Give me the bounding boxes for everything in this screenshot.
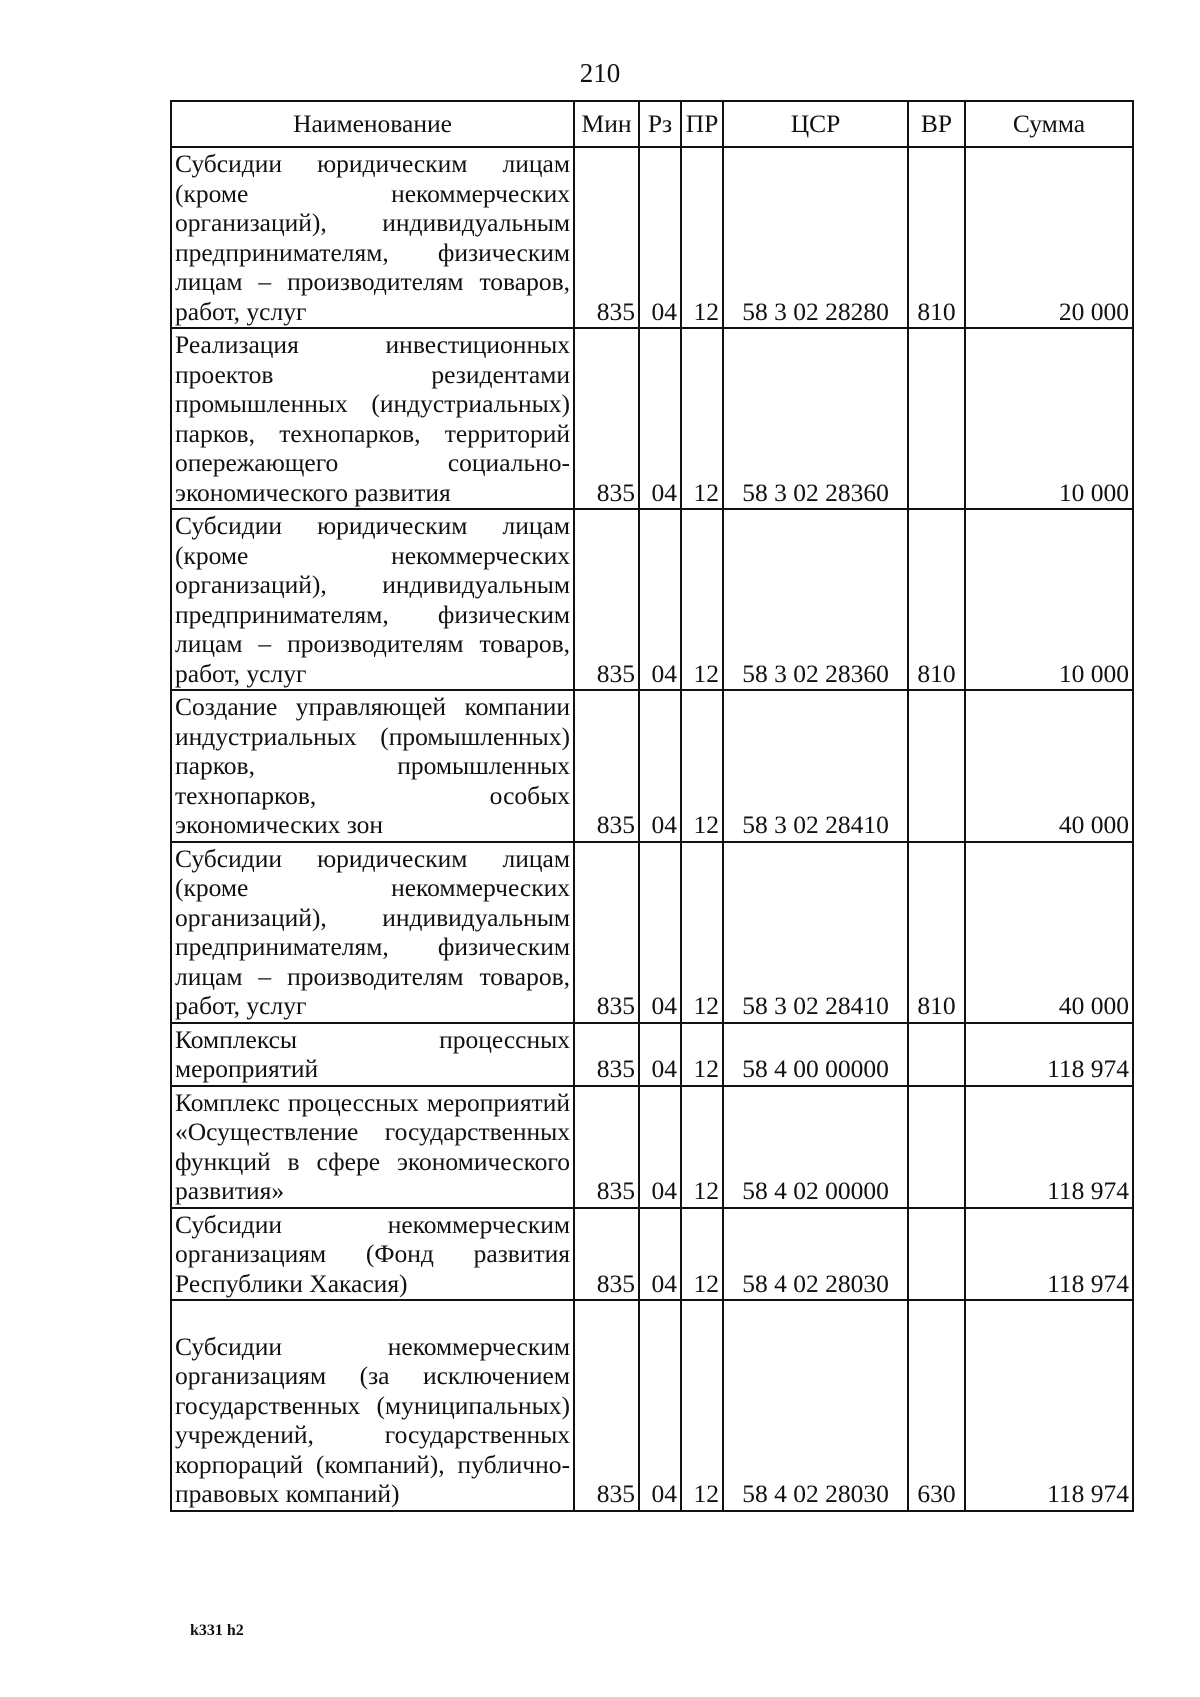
- cell-vr: 810: [908, 842, 965, 1023]
- cell-min: 835: [574, 1208, 639, 1301]
- cell-pr: 12: [681, 509, 723, 690]
- cell-min: 835: [574, 328, 639, 509]
- cell-name: Создание управляющей компании индустриальных (промышленных) парков, промышленных технопарков, особых экономических зон: [171, 690, 574, 842]
- header-min: Мин: [574, 101, 639, 147]
- cell-rz: 04: [639, 1300, 681, 1511]
- cell-sum: 118 974: [965, 1086, 1133, 1208]
- cell-csr: 58 4 02 28030: [723, 1208, 908, 1301]
- header-rz: Рз: [639, 101, 681, 147]
- cell-sum: 40 000: [965, 690, 1133, 842]
- table-header-row: [171, 101, 1133, 147]
- cell-min: 835: [574, 1023, 639, 1086]
- cell-min: 835: [574, 509, 639, 690]
- header-sum: Сумма: [965, 101, 1133, 147]
- cell-rz: 04: [639, 690, 681, 842]
- cell-pr: 12: [681, 690, 723, 842]
- cell-pr: 12: [681, 147, 723, 328]
- table-row: [171, 1300, 1133, 1511]
- cell-pr: 12: [681, 1086, 723, 1208]
- cell-csr: 58 4 02 28030: [723, 1300, 908, 1511]
- cell-pr: 12: [681, 842, 723, 1023]
- cell-csr: 58 3 02 28280: [723, 147, 908, 328]
- cell-csr: 58 3 02 28360: [723, 509, 908, 690]
- cell-rz: 04: [639, 1023, 681, 1086]
- page-number: 210: [579, 58, 621, 88]
- cell-min: 835: [574, 842, 639, 1023]
- cell-min: 835: [574, 1300, 639, 1511]
- cell-rz: 04: [639, 1208, 681, 1301]
- cell-name: Субсидии юридическим лицам (кроме некоммерческих организаций), индивидуальным предпринимателям, физическим лицам – производителям товаров, работ, услуг: [171, 842, 574, 1023]
- table-row: [171, 1023, 1133, 1086]
- cell-csr: 58 4 02 00000: [723, 1086, 908, 1208]
- cell-min: 835: [574, 690, 639, 842]
- table-row: [171, 328, 1133, 509]
- cell-sum: 10 000: [965, 509, 1133, 690]
- header-csr: ЦСР: [723, 101, 908, 147]
- budget-table: [170, 100, 1134, 1512]
- cell-csr: 58 4 00 00000: [723, 1023, 908, 1086]
- cell-pr: 12: [681, 328, 723, 509]
- table-row: [171, 147, 1133, 328]
- cell-pr: 12: [681, 1208, 723, 1301]
- cell-name: Комплекс процессных мероприятий «Осуществление государственных функций в сфере экономического развития»: [171, 1086, 574, 1208]
- cell-name: Субсидии юридическим лицам (кроме некоммерческих организаций), индивидуальным предпринимателям, физическим лицам – производителям товаров, работ, услуг: [171, 509, 574, 690]
- cell-vr: 630: [908, 1300, 965, 1511]
- header-pr: ПР: [681, 101, 723, 147]
- cell-rz: 04: [639, 147, 681, 328]
- cell-rz: 04: [639, 842, 681, 1023]
- table-body: [171, 147, 1133, 1511]
- cell-vr: 810: [908, 509, 965, 690]
- cell-csr: 58 3 02 28410: [723, 690, 908, 842]
- cell-rz: 04: [639, 328, 681, 509]
- table-row: [171, 1086, 1133, 1208]
- header-vr: ВР: [908, 101, 965, 147]
- table-row: [171, 842, 1133, 1023]
- table-row: [171, 509, 1133, 690]
- table-row: [171, 1208, 1133, 1301]
- cell-min: 835: [574, 147, 639, 328]
- cell-vr: 810: [908, 147, 965, 328]
- cell-vr: [908, 1023, 965, 1086]
- cell-pr: 12: [681, 1300, 723, 1511]
- footer-code: k331 h2: [190, 1622, 244, 1639]
- cell-sum: 20 000: [965, 147, 1133, 328]
- cell-name: Субсидии некоммерческим организациям (Фонд развития Республики Хакасия): [171, 1208, 574, 1301]
- cell-vr: [908, 1086, 965, 1208]
- cell-pr: 12: [681, 1023, 723, 1086]
- cell-vr: [908, 1208, 965, 1301]
- cell-vr: [908, 690, 965, 842]
- cell-csr: 58 3 02 28410: [723, 842, 908, 1023]
- cell-csr: 58 3 02 28360: [723, 328, 908, 509]
- cell-vr: [908, 328, 965, 509]
- cell-sum: 118 974: [965, 1300, 1133, 1511]
- cell-sum: 10 000: [965, 328, 1133, 509]
- cell-name: Субсидии юридическим лицам (кроме некоммерческих организаций), индивидуальным предпринимателям, физическим лицам – производителям товаров, работ, услуг: [171, 147, 574, 328]
- cell-rz: 04: [639, 1086, 681, 1208]
- header-name: Наименование: [171, 101, 574, 147]
- cell-sum: 118 974: [965, 1208, 1133, 1301]
- cell-min: 835: [574, 1086, 639, 1208]
- cell-name: Комплексы процессных мероприятий: [171, 1023, 574, 1086]
- cell-sum: 40 000: [965, 842, 1133, 1023]
- cell-rz: 04: [639, 509, 681, 690]
- table-row: [171, 690, 1133, 842]
- cell-name: Реализация инвестиционных проектов резидентами промышленных (индустриальных) парков, технопарков, территорий опережающего социально-экономического развития: [171, 328, 574, 509]
- cell-sum: 118 974: [965, 1023, 1133, 1086]
- cell-name: Субсидии некоммерческим организациям (за исключением государственных (муниципальных) учреждений, государственных корпораций (компаний), публично-правовых компаний): [171, 1300, 574, 1511]
